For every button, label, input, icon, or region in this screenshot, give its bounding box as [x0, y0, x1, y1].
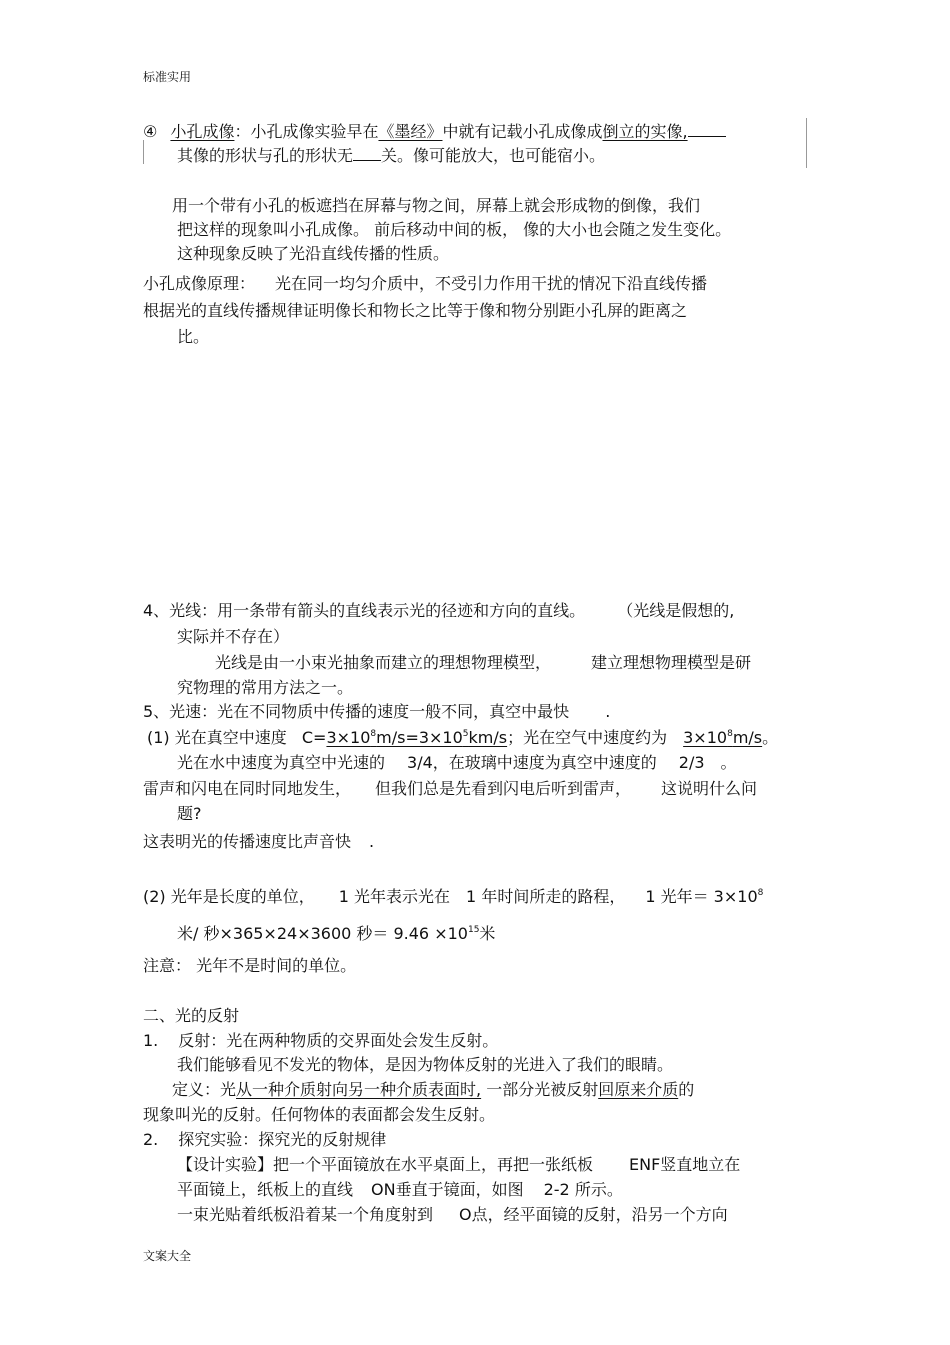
lightyear-line-2: 米/ 秒×365×24×3600 秒＝ $9.46 \times 10^{15}$米 — [177, 924, 496, 943]
pinhole-line-1: ④ 小孔成像：小孔成像实验早在《墨经》中就有记载小孔成像成倒立的实像, — [143, 122, 726, 140]
page-footer: 文案大全 — [143, 1249, 192, 1263]
thunder-answer-line: 这表明光的传播速度比声音快 . — [143, 832, 375, 851]
proof-line-2: 比。 — [177, 327, 210, 346]
experiment-line-3: 一束光贴着纸板沿着某一个角度射到 O点，经平面镜的反射，沿另一个方向 — [177, 1205, 728, 1224]
thunder-question-line-2: 题? — [177, 804, 202, 823]
pinhole-para-line-1: 用一个带有小孔的板遮挡在屏幕与物之间，屏幕上就会形成物的倒像，我们 — [172, 196, 701, 215]
pinhole-line-2: 其像的形状与孔的形状无 关。像可能放大，也可能宿小。 — [177, 146, 606, 165]
box-right-border — [806, 118, 807, 168]
reflection-item-1-detail: 我们能够看见不发光的物体，是因为物体反射的光进入了我们的眼睛。 — [177, 1055, 674, 1074]
experiment-line-2: 平面镜上，纸板上的直线 ON垂直于镜面，如图 2-2 所示。 — [177, 1180, 623, 1199]
lightyear-line-1: (2) 光年是长度的单位， 1 光年表示光在 1 年时间所走的路程， 1 光年＝ $3\times 10^8$ — [143, 887, 764, 906]
page-header: 标准实用 — [143, 70, 192, 84]
speed-line-1: 5、光速：光在不同物质中传播的速度一般不同，真空中最快 . — [143, 702, 611, 721]
pinhole-para-line-2: 把这样的现象叫小孔成像。 前后移动中间的板， 像的大小也会随之发生变化。 — [177, 220, 732, 239]
air-speed-value: $3\times 10^8m/s$ — [683, 728, 763, 747]
book-title: 《墨经》 — [378, 122, 443, 141]
section-heading-reflection: 二、光的反射 — [143, 1006, 240, 1025]
ray-line-4: 究物理的常用方法之一。 — [177, 678, 354, 697]
vacuum-speed-value: $3\times 10^8m/s=3\times 10^5km/s$ — [326, 728, 508, 747]
speed-water-glass-line: 光在水中速度为真空中光速的 3/4，在玻璃中速度为真空中速度的 2/3 。 — [177, 753, 737, 772]
reflection-definition-line-1: 定义：光从一种介质射向另一种介质表面时, 一部分光被反射回原来介质的 — [172, 1080, 695, 1099]
ray-line-3: 光线是由一小束光抽象而建立的理想物理模型， 建立理想物理模型是研 — [215, 653, 752, 672]
underlined-answer: 倒立的实像, — [602, 122, 688, 141]
thunder-question-line-1: 雷声和闪电在同时同地发生， 但我们总是先看到闪电后听到雷声， 这说明什么问 — [143, 779, 758, 798]
lightyear-note: 注意： 光年不是时间的单位。 — [143, 956, 357, 975]
ray-line-1: 4、光线：用一条带有箭头的直线表示光的径迹和方向的直线。 （光线是假想的, — [143, 601, 735, 620]
speed-vacuum-line: (1) 光在真空中速度 $C=3\times 10^8m/s=3\times 10^5km/s$；光在空气中速度约为 $3\times 10^8m/s$。 — [147, 728, 779, 747]
reflection-definition-line-2: 现象叫光的反射。任何物体的表面都会发生反射。 — [143, 1105, 496, 1124]
proof-line-1: 根据光的直线传播规律证明像长和物长之比等于像和物分别距小孔屏的距离之 — [143, 301, 688, 320]
pinhole-title: 小孔成像 — [170, 122, 235, 141]
principle-label: 小孔成像原理： — [143, 274, 256, 293]
reflection-item-1: 1. 反射：光在两种物质的交界面处会发生反射。 — [143, 1031, 499, 1050]
fill-blank — [688, 122, 726, 137]
fill-blank — [353, 146, 381, 161]
principle-line: 小孔成像原理： 光在同一均匀介质中，不受引力作用干扰的情况下沿直线传播 — [143, 274, 708, 293]
pinhole-para-line-3: 这种现象反映了光沿直线传播的性质。 — [177, 244, 450, 263]
ray-line-2: 实际并不存在） — [177, 627, 290, 646]
reflection-item-2: 2. 探究实验：探究光的反射规律 — [143, 1130, 387, 1149]
box-left-border — [143, 140, 144, 164]
experiment-line-1: 【设计实验】把一个平面镜放在水平桌面上，再把一张纸板 ENF竖直地立在 — [177, 1155, 741, 1174]
item-number: ④ — [143, 122, 158, 141]
